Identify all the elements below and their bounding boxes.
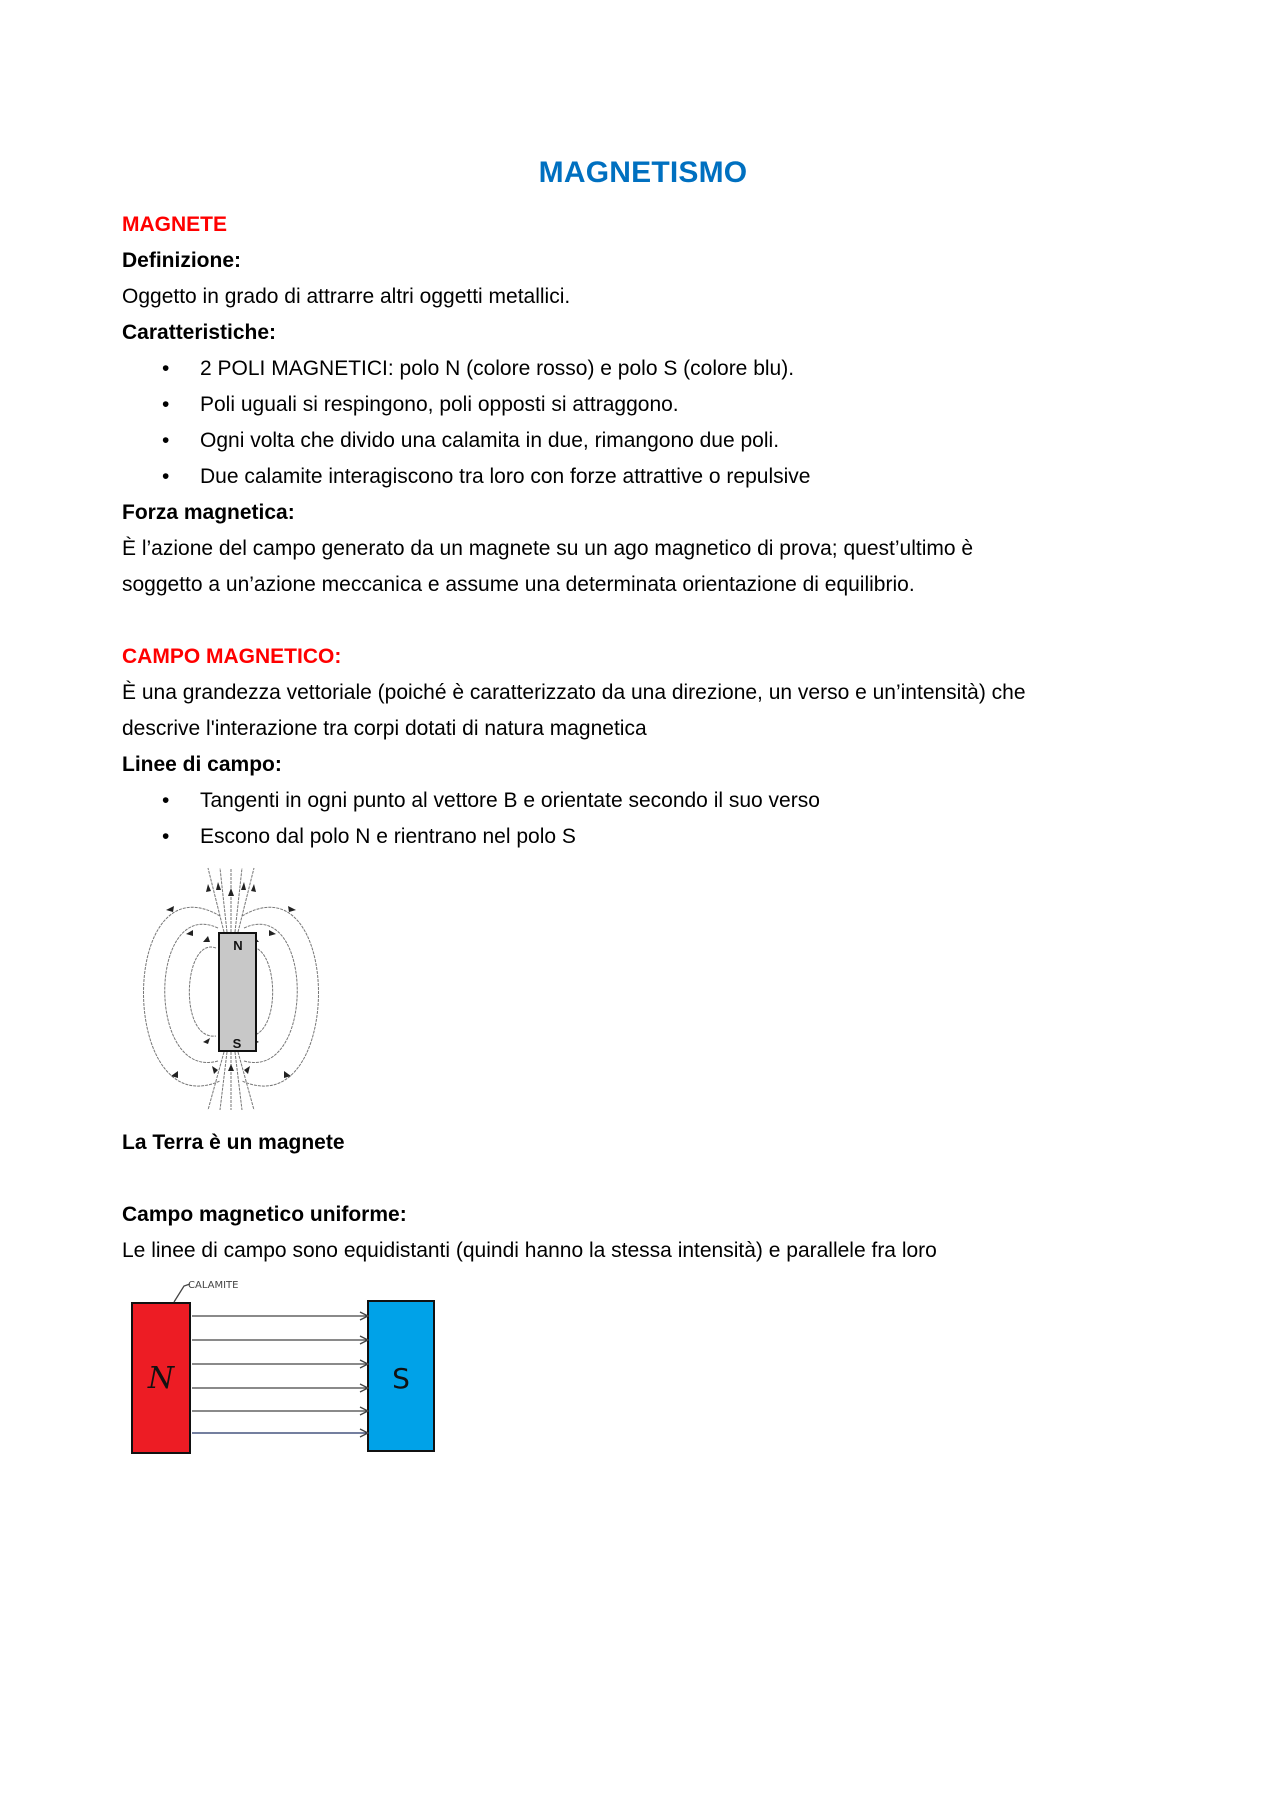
bar-magnet-field-figure	[128, 866, 334, 1110]
force-text-line: È l’azione del campo generato da un magnete su un ago magnetico di prova; quest’ultimo è	[122, 537, 974, 560]
campo-text-line: È una grandezza vettoriale (poiché è caratterizzato da una direzione, un verso e un’intensità) che	[122, 681, 1026, 704]
list-item: Escono dal polo N e rientrano nel polo S	[200, 825, 576, 848]
force-text-line: soggetto a un’azione meccanica e assume una determinata orientazione di equilibrio.	[122, 573, 915, 596]
north-label: N	[147, 1361, 175, 1396]
section-heading-magnete: MAGNETE	[122, 213, 227, 236]
north-label: N	[233, 938, 243, 953]
earth-magnet-label: La Terra è un magnete	[122, 1131, 345, 1154]
bullet-icon: •	[162, 825, 170, 848]
page-title: MAGNETISMO	[538, 156, 748, 189]
uniform-field-label: Campo magnetico uniforme:	[122, 1203, 407, 1226]
uniform-field-text: Le linee di campo sono equidistanti (quindi hanno la stessa intensità) e parallele fra loro	[122, 1239, 937, 1262]
definition-text: Oggetto in grado di attrarre altri oggetti metallici.	[122, 285, 571, 308]
definition-label: Definizione:	[122, 249, 241, 272]
uniform-field-illustration	[124, 1268, 450, 1460]
calamite-annotation: CALAMITE	[188, 1280, 239, 1291]
bullet-icon: •	[162, 357, 170, 380]
bullet-icon: •	[162, 465, 170, 488]
list-item: Ogni volta che divido una calamita in due, rimangono due poli.	[200, 429, 780, 452]
list-item: Poli uguali si respingono, poli opposti si attraggono.	[200, 393, 679, 416]
list-item: Tangenti in ogni punto al vettore B e orientate secondo il suo verso	[200, 789, 820, 812]
list-item: 2 POLI MAGNETICI: polo N (colore rosso) e polo S (colore blu).	[200, 357, 795, 380]
force-label: Forza magnetica:	[122, 501, 295, 524]
south-label: S	[392, 1362, 410, 1395]
list-item: Due calamite interagiscono tra loro con forze attrattive o repulsive	[200, 465, 811, 488]
characteristics-label: Caratteristiche:	[122, 321, 277, 344]
field-lines-label: Linee di campo:	[122, 753, 282, 776]
uniform-field-figure	[124, 1268, 450, 1460]
bullet-icon: •	[162, 789, 170, 812]
south-label: S	[232, 1036, 242, 1051]
bar-magnet-field-illustration	[128, 866, 334, 1110]
bullet-icon: •	[162, 429, 170, 452]
campo-text-line: descrive l'interazione tra corpi dotati di natura magnetica	[122, 717, 647, 740]
section-heading-campo: CAMPO MAGNETICO:	[122, 645, 342, 668]
bullet-icon: •	[162, 393, 170, 416]
